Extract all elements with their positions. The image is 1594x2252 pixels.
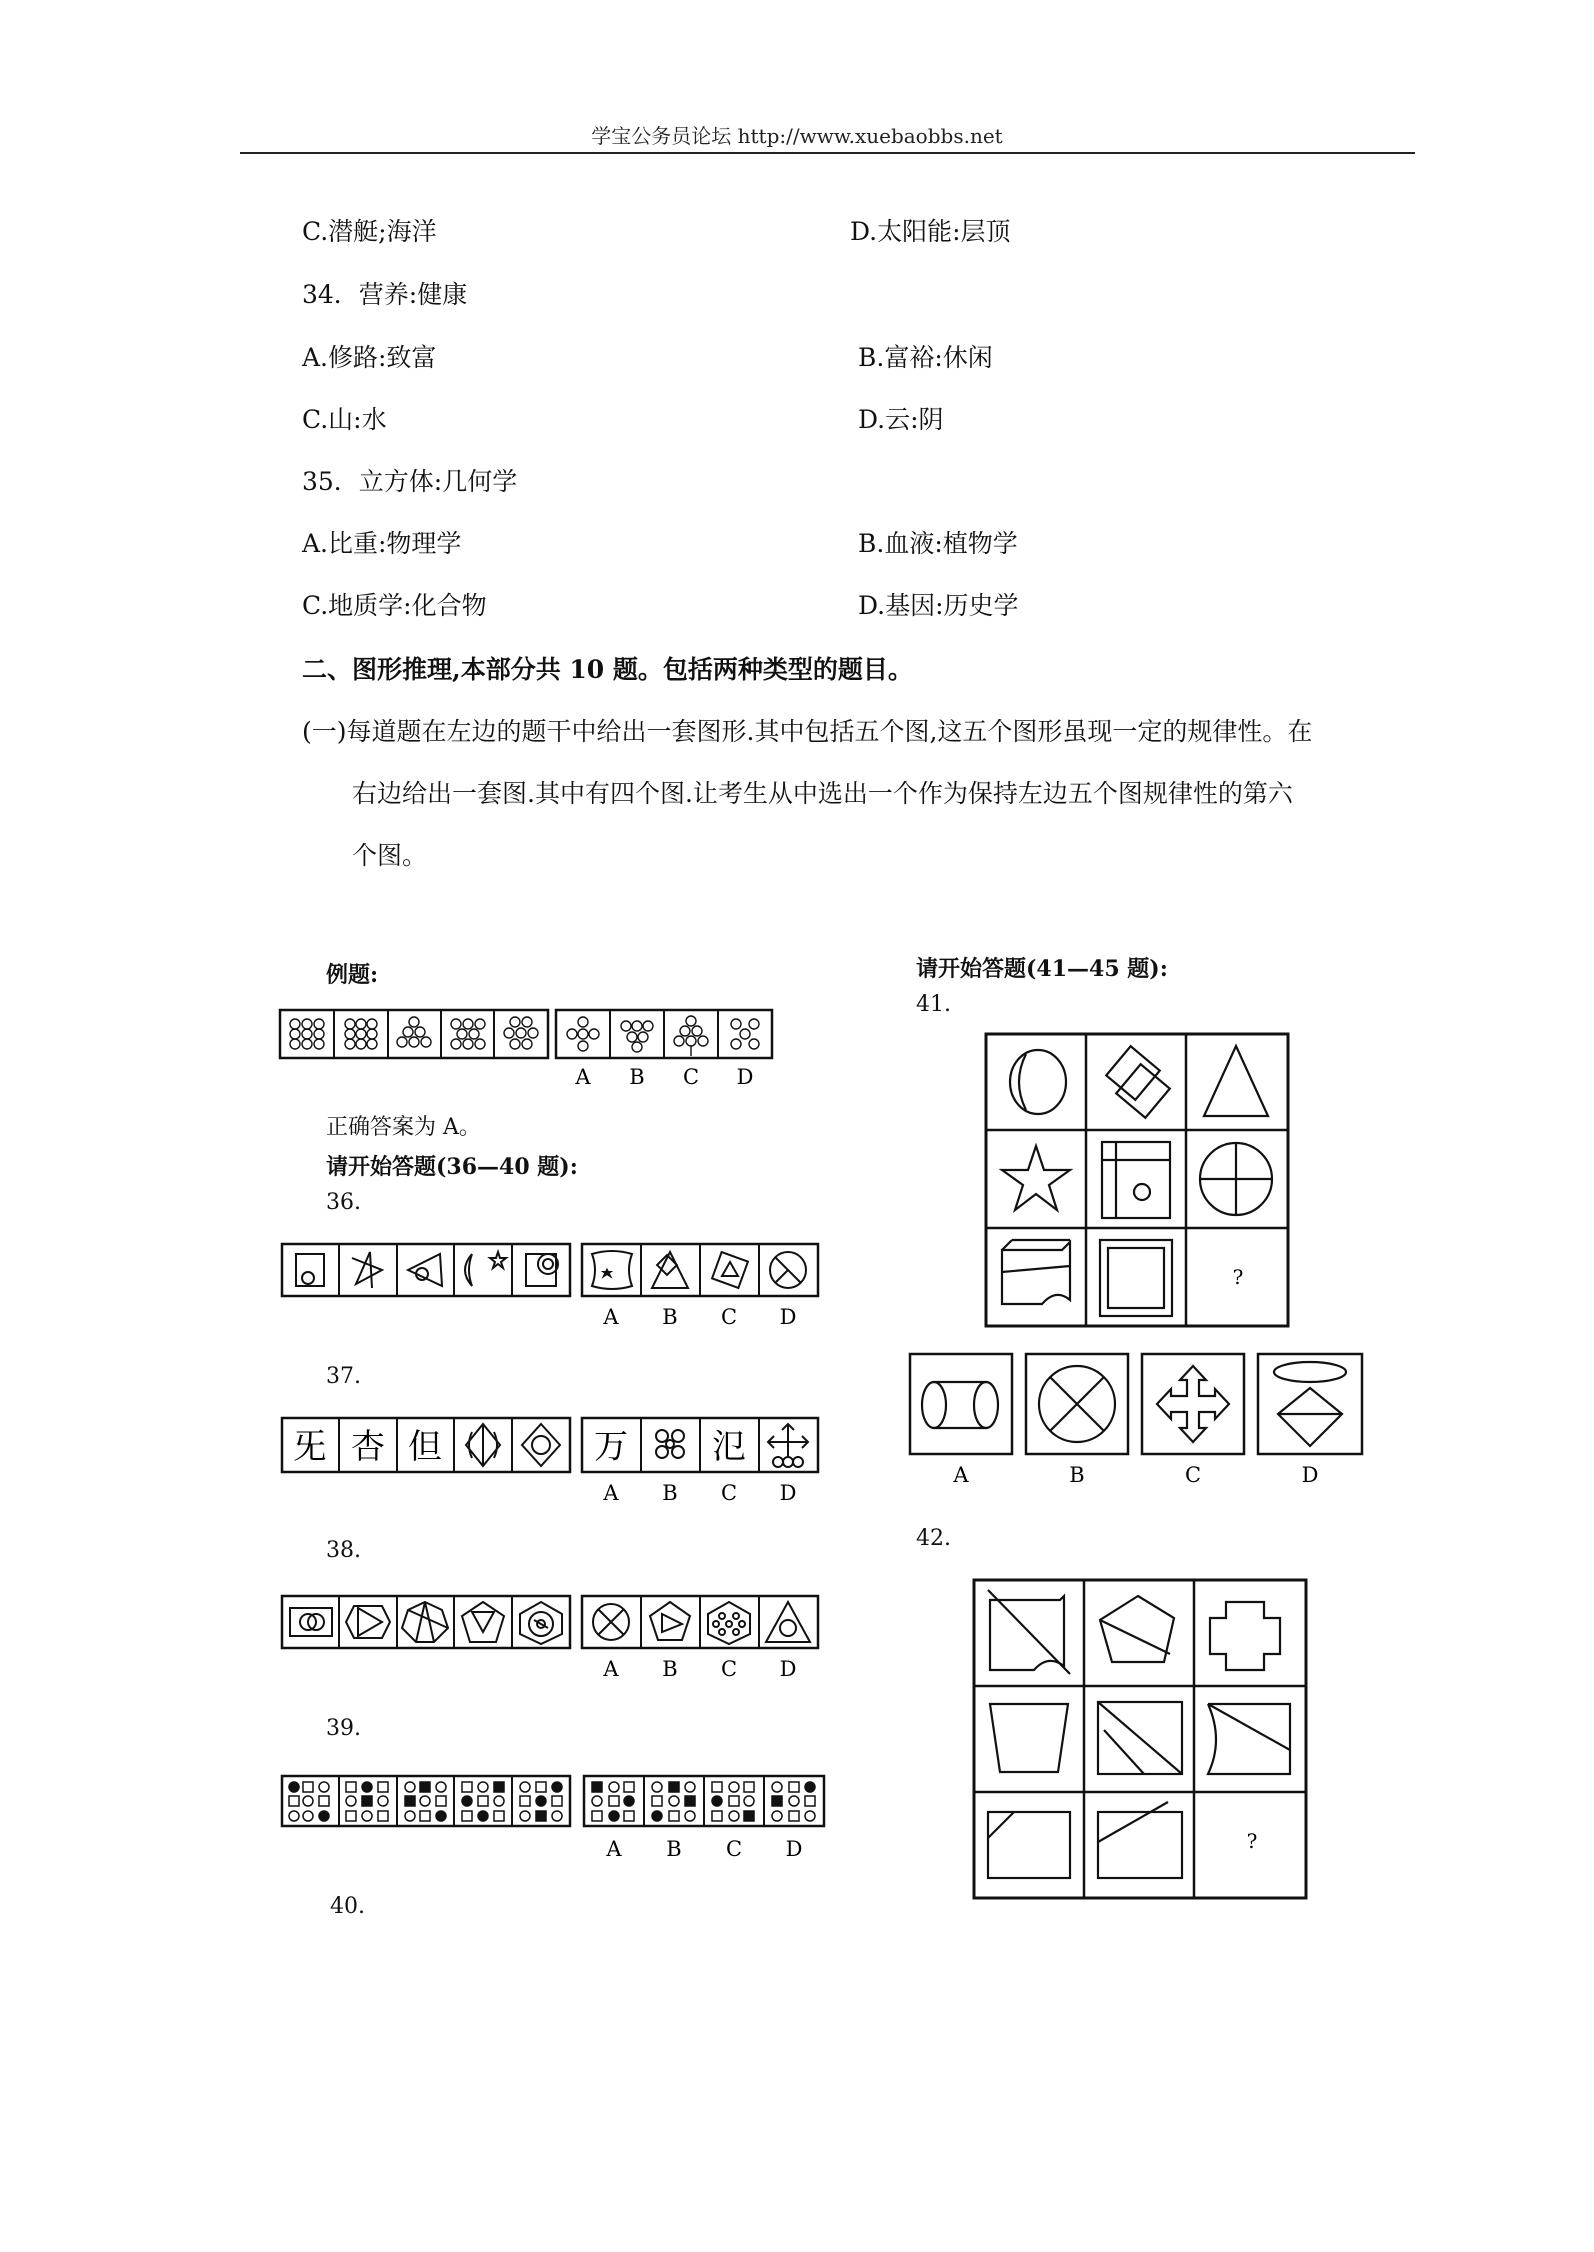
section2-title: 二、图形推理,本部分共 10 题。包括两种类型的题目。 <box>302 655 913 684</box>
q36-number: 36. <box>326 1190 361 1215</box>
q37-option-b-label: B <box>662 1481 678 1505</box>
q37-option-a-label: A <box>603 1481 619 1505</box>
q35-stem: 35．立方体:几何学 <box>302 467 518 496</box>
q34-option-a: A.修路:致富 <box>302 343 437 372</box>
q37-glyph-5: 氾 <box>712 1427 746 1467</box>
header-rule <box>240 152 1415 154</box>
q42-question-mark: ? <box>1246 1829 1258 1853</box>
example-option-c-label: C <box>682 1065 700 1089</box>
q37-figure <box>282 1418 822 1508</box>
q39-option-b-label: B <box>666 1837 682 1861</box>
q35-option-c: C.地质学:化合物 <box>302 591 487 620</box>
example-option-b-label: B <box>629 1065 645 1089</box>
q34-stem: 34．营养:健康 <box>302 280 468 309</box>
q41-option-c-label: C <box>1184 1463 1202 1487</box>
q41-option-d-label: D <box>1301 1463 1319 1487</box>
q33-option-c: C.潜艇;海洋 <box>302 217 437 246</box>
group-41-45-title: 请开始答题(41—45 题): <box>916 956 1168 982</box>
q38-option-a-label: A <box>603 1657 619 1681</box>
q35-option-a: A.比重:物理学 <box>302 529 462 558</box>
q34-option-d: D.云:阴 <box>858 405 944 434</box>
q41-grid <box>986 1034 1290 1328</box>
q42-grid <box>974 1580 1310 1902</box>
q37-number: 37. <box>326 1364 361 1389</box>
q35-option-b: B.血液:植物学 <box>858 529 1018 558</box>
example-option-a-label: A <box>575 1065 591 1089</box>
q41-number: 41. <box>916 992 951 1017</box>
q37-glyph-1: 旡 <box>293 1427 327 1467</box>
q38-option-b-label: B <box>662 1657 678 1681</box>
example-answer: 正确答案为 A。 <box>326 1115 481 1140</box>
q36-option-c-label: C <box>720 1305 738 1329</box>
q42-number: 42. <box>916 1526 951 1551</box>
q39-number: 39. <box>326 1716 361 1741</box>
q37-option-c-label: C <box>720 1481 738 1505</box>
q38-number: 38. <box>326 1538 361 1563</box>
q41-option-a-label: A <box>953 1463 969 1487</box>
q39-figure <box>282 1776 832 1866</box>
q40-number: 40. <box>330 1894 365 1919</box>
q41-question-mark: ? <box>1232 1265 1244 1289</box>
section2-intro-line1: (一)每道题在左边的题干中给出一套图形.其中包括五个图,这五个图形虽现一定的规律性。在 <box>302 717 1313 746</box>
q37-glyph-3: 但 <box>408 1427 442 1467</box>
example-figure <box>280 1010 780 1090</box>
example-title: 例题: <box>326 962 379 988</box>
q38-option-c-label: C <box>720 1657 738 1681</box>
q39-option-a-label: A <box>606 1837 622 1861</box>
q34-option-b: B.富裕:休闲 <box>858 343 993 372</box>
q34-option-c: C.山:水 <box>302 405 387 434</box>
section2-intro-line2: 右边给出一套图.其中有四个图.让考生从中选出一个作为保持左边五个图规律性的第六 <box>352 779 1293 808</box>
q41-option-b-label: B <box>1069 1463 1085 1487</box>
q36-figure <box>282 1244 822 1334</box>
q36-option-a-label: A <box>603 1305 619 1329</box>
q36-option-b-label: B <box>662 1305 678 1329</box>
q38-figure <box>282 1596 822 1686</box>
q39-option-c-label: C <box>725 1837 743 1861</box>
q37-glyph-4: 万 <box>594 1427 628 1467</box>
q37-glyph-2: 杏 <box>351 1427 385 1467</box>
page-header: 学宝公务员论坛 http://www.xuebaobbs.net <box>591 124 1003 148</box>
section2-intro-line3: 个图。 <box>352 841 428 870</box>
q35-option-d: D.基因:历史学 <box>858 591 1019 620</box>
q33-option-d: D.太阳能:层顶 <box>850 217 1011 246</box>
example-option-d-label: D <box>736 1065 754 1089</box>
q38-option-d-label: D <box>779 1657 797 1681</box>
q36-option-d-label: D <box>779 1305 797 1329</box>
q37-option-d-label: D <box>779 1481 797 1505</box>
group-36-40-title: 请开始答题(36—40 题): <box>326 1154 578 1180</box>
q39-option-d-label: D <box>785 1837 803 1861</box>
q41-options <box>908 1352 1368 1492</box>
